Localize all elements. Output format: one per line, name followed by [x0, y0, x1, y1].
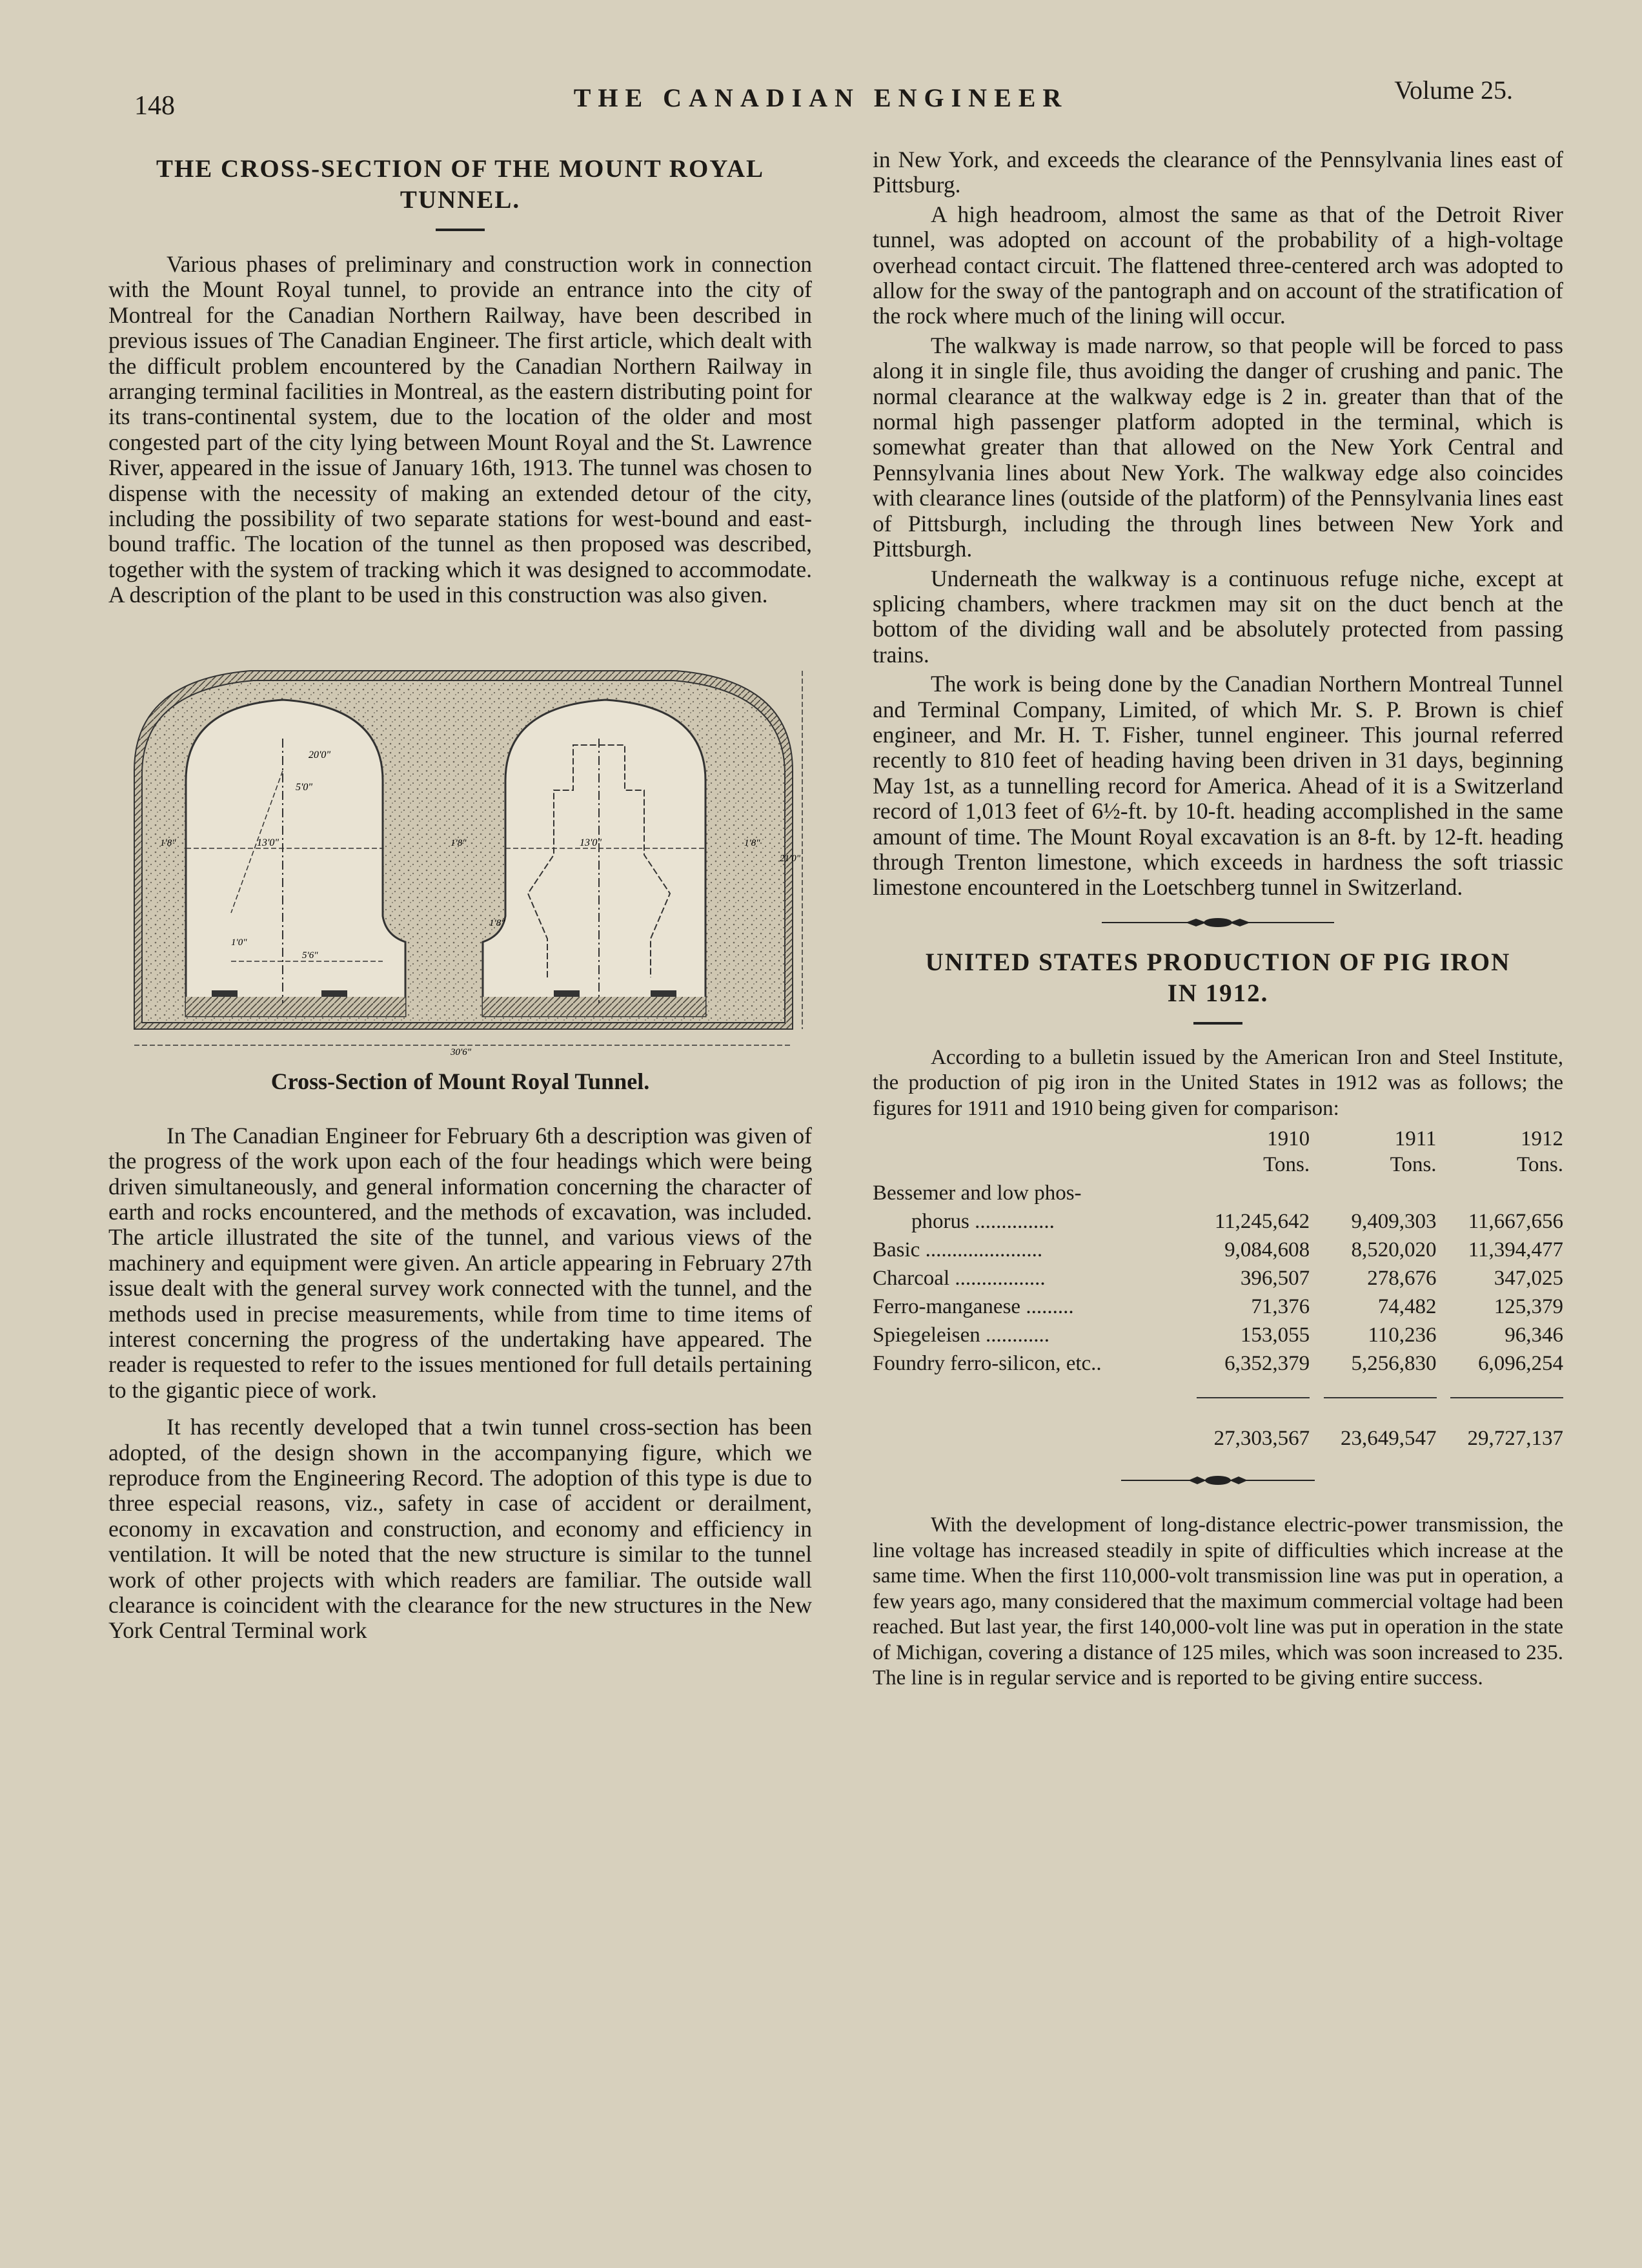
volume-label: Volume 25.	[1394, 76, 1513, 105]
article-title-line1: THE CROSS-SECTION OF THE MOUNT ROYAL	[156, 155, 765, 183]
table-cell: 11,394,477	[1468, 1238, 1563, 1262]
title-rule	[1193, 1022, 1242, 1025]
table-cell: 9,084,608	[1224, 1238, 1310, 1262]
table-cell: 74,482	[1377, 1295, 1437, 1319]
sum-rule	[1324, 1397, 1437, 1398]
article-title-line2: IN 1912.	[1167, 979, 1269, 1007]
total-cell: 27,303,567	[1213, 1427, 1310, 1451]
dim-label: 30'6"	[451, 1047, 472, 1055]
table-row	[873, 1319, 1563, 1347]
paragraph: With the development of long-distance electric-power transmission, the line voltage has increased steadily in spite of difficulties which increase at the same time. When the first 110,000-volt transmission line was put in operation, a few years ago, many considered that the maximum commercial voltage had been reached. But last year, the first 140,000-volt line was put in operation in the state of Michigan, covering a distance of 125 miles, which was soon increased to 235. The line is in regular service and is reported to be giving entire success.	[873, 1513, 1563, 1690]
dim-label: 1'8"	[160, 837, 176, 848]
table-cell: 8,520,020	[1351, 1238, 1437, 1262]
table-cell: 153,055	[1240, 1323, 1310, 1347]
paragraph: Various phases of preliminary and construction work in connection with the Mount Royal tunnel, to provide an entrance into the city of Montreal for the Canadian Northern Railway, have been described in previous issues of The Canadian Engineer. The first article, which dealt with the difficult problem encountered by the Canadian Northern Railway in arranging terminal facilities in Montreal, as the eastern distributing point for its trans-continental system, due to the location of the older and most congested part of the city lying between Mount Royal and the St. Lawrence River, appeared in the issue of January 16th, 1913. The tunnel was chosen to dispense with the necessity of making an extended detour of the city, including the possibility of two separate stations for west-bound and east-bound traffic. The location of the tunnel as then proposed was described, together with the system of tracking which it was designed to accommodate. A description of the plant to be used in this construction was also given.	[108, 251, 812, 608]
column-header: 1911	[1394, 1127, 1437, 1151]
right-column	[873, 147, 1563, 1691]
column-header: 1910	[1267, 1127, 1310, 1151]
row-label: Basic ......................	[873, 1238, 1043, 1262]
table-cell: 5,256,830	[1351, 1352, 1437, 1376]
dim-label: 1'8"	[489, 917, 505, 928]
dim-label: 13'0"	[580, 837, 602, 848]
unit-label: Tons.	[1517, 1153, 1563, 1177]
sum-rule	[1197, 1397, 1310, 1398]
figure-caption: Cross-Section of Mount Royal Tunnel.	[270, 1068, 650, 1094]
table-header-row	[873, 1125, 1563, 1151]
row-label: Ferro-manganese .........	[873, 1295, 1074, 1319]
dim-label: 1'8"	[451, 837, 467, 848]
paragraph: Underneath the walkway is a continuous refuge niche, except at splicing chambers, where trackmen may sit on the duct bench at the bottom of the dividing wall and be absolutely protected from passing trains.	[873, 565, 1563, 668]
article-title	[108, 154, 812, 216]
table-row	[873, 1347, 1563, 1376]
paragraph: in New York, and exceeds the clearance of the Pennsylvania lines east of Pittsburg.	[873, 147, 1563, 198]
article-title-line1: UNITED STATES PRODUCTION OF PIG IRON	[925, 948, 1511, 976]
column-header: 1912	[1521, 1127, 1563, 1151]
pig-iron-section	[873, 1045, 1563, 1122]
paragraph: The walkway is made narrow, so that people will be forced to pass along it in single file, thus avoiding the danger of crushing and panic. The normal clearance at the walkway edge is 2 in. greater than that of the normal high passenger platform adopted in the terminal, which is somewhat greater than that allowed on the New York Central and Pennsylvania lines about New York. The walkway edge also coincides with clearance lines (outside of the platform) of the Pennsylvania lines east of Pittsburgh, including the through lines between New York and Pittsburgh.	[873, 332, 1563, 562]
table-row	[873, 1205, 1563, 1234]
table-cell: 71,376	[1251, 1295, 1310, 1319]
ornament-divider	[1121, 1474, 1315, 1487]
paragraph: In The Canadian Engineer for February 6th a description was given of the progress of the work upon each of the four headings which were being driven simultaneously, and general information concerning the character of earth and rocks encountered, and the methods of excavation, was included. The article illustrated the site of the tunnel, and various views of the machinery and equipment were given. An article appearing in February 27th issue dealt with the general survey work connected with the tunnel, and the methods used in precise measurements, while from time to time items of interest concerning the progress of the undertaking have appeared. The reader is requested to refer to the issues mentioned for full details pertaining to the gigantic piece of work.	[108, 1122, 812, 1403]
table-row	[873, 1291, 1563, 1319]
table-cell: 96,346	[1505, 1323, 1563, 1347]
dim-label: 1'8"	[744, 837, 760, 848]
unit-label: Tons.	[1390, 1153, 1437, 1177]
table-cell: 6,096,254	[1478, 1352, 1563, 1376]
table-rule-row	[873, 1376, 1563, 1404]
table-row	[873, 1234, 1563, 1262]
table-cell: 110,236	[1368, 1323, 1437, 1347]
row-label: Charcoal .................	[873, 1267, 1046, 1291]
table-cell: 11,667,656	[1468, 1210, 1563, 1234]
table-cell: 6,352,379	[1224, 1352, 1310, 1376]
row-label: Foundry ferro-silicon, etc..	[873, 1352, 1102, 1376]
total-cell: 29,727,137	[1467, 1427, 1563, 1451]
dim-label: 20'0"	[309, 749, 331, 761]
table-cell: 9,409,303	[1351, 1210, 1437, 1234]
dim-label: 5'0"	[296, 781, 313, 793]
row-label: Bessemer and low phos-	[873, 1181, 1082, 1205]
table-cell: 347,025	[1494, 1267, 1563, 1291]
table-cell: 278,676	[1367, 1267, 1437, 1291]
table-cell: 396,507	[1240, 1267, 1310, 1291]
dim-label: 5'6"	[302, 950, 318, 961]
tunnel-drawing	[108, 642, 812, 1055]
article-title-line2: TUNNEL.	[400, 186, 521, 214]
paragraph: A high headroom, almost the same as that of the Detroit River tunnel, was adopted on account of the probability of a high-voltage overhead contact circuit. The flattened three-centered arch was adopted to allow for the sway of the pantograph and on account of the stratification of the rock where much of the lining will occur.	[873, 201, 1563, 329]
table-unit-row	[873, 1151, 1563, 1177]
power-transmission-section	[873, 1513, 1563, 1691]
title-rule	[436, 229, 485, 231]
page-header	[0, 71, 1642, 121]
row-label: phorus ...............	[911, 1210, 1055, 1234]
dim-label: 13'0"	[257, 837, 279, 848]
left-column	[108, 154, 812, 1644]
paragraph: The work is being done by the Canadian Northern Montreal Tunnel and Terminal Company, Limited, of which Mr. S. P. Brown is chief engineer, and Mr. H. T. Fisher, tunnel engineer. This journal referred recently to 810 feet of heading having been driven in 31 days, beginning May 1st, as a tunnelling record for America. Ahead of it is a Switzerland record of 1,013 feet of 6½-ft. by 10-ft. heading accomplished in the same amount of time. The Mount Royal excavation is an 8-ft. by 12-ft. heading through Trenton limestone, which exceeds in hardness the soft triassic limestone encountered in the Loetschberg tunnel in Switzerland.	[873, 671, 1563, 901]
total-cell: 23,649,547	[1341, 1427, 1437, 1451]
paragraph: According to a bulletin issued by the American Iron and Steel Institute, the production of pig iron in the United States in 1912 was as follows; the figures for 1911 and 1910 being given for comparison:	[873, 1045, 1563, 1120]
dim-label: 1'0"	[231, 937, 247, 948]
table-cell: 125,379	[1494, 1295, 1563, 1319]
table-row	[873, 1262, 1563, 1291]
dim-label: 21'0"	[780, 853, 801, 864]
paragraph: It has recently developed that a twin tunnel cross-section has been adopted, of the design shown in the accompanying figure, which we reproduce from the Engineering Record. The adoption of this type is due to three especial reasons, viz., safety in case of accident or derailment, economy in excavation and construction, and economy and efficiency in ventilation. It will be noted that the new structure is similar to the tunnel work of other projects with which readers are familiar. The outside wall clearance is coincident with the clearance for the new structures in the New York Central Terminal work	[108, 1414, 812, 1644]
ornament-divider	[1102, 916, 1334, 929]
row-label: Spiegeleisen ............	[873, 1323, 1050, 1347]
pig-iron-table	[873, 1125, 1563, 1451]
table-cell: 11,245,642	[1214, 1210, 1310, 1234]
table-row	[873, 1177, 1563, 1205]
page-number: 148	[134, 91, 175, 121]
table-total-row	[873, 1404, 1563, 1451]
journal-title: THE CANADIAN ENGINEER	[573, 83, 1069, 112]
article-title	[873, 947, 1563, 1009]
unit-label: Tons.	[1263, 1153, 1310, 1177]
sum-rule	[1450, 1397, 1563, 1398]
tunnel-cross-section-figure	[108, 642, 812, 1055]
